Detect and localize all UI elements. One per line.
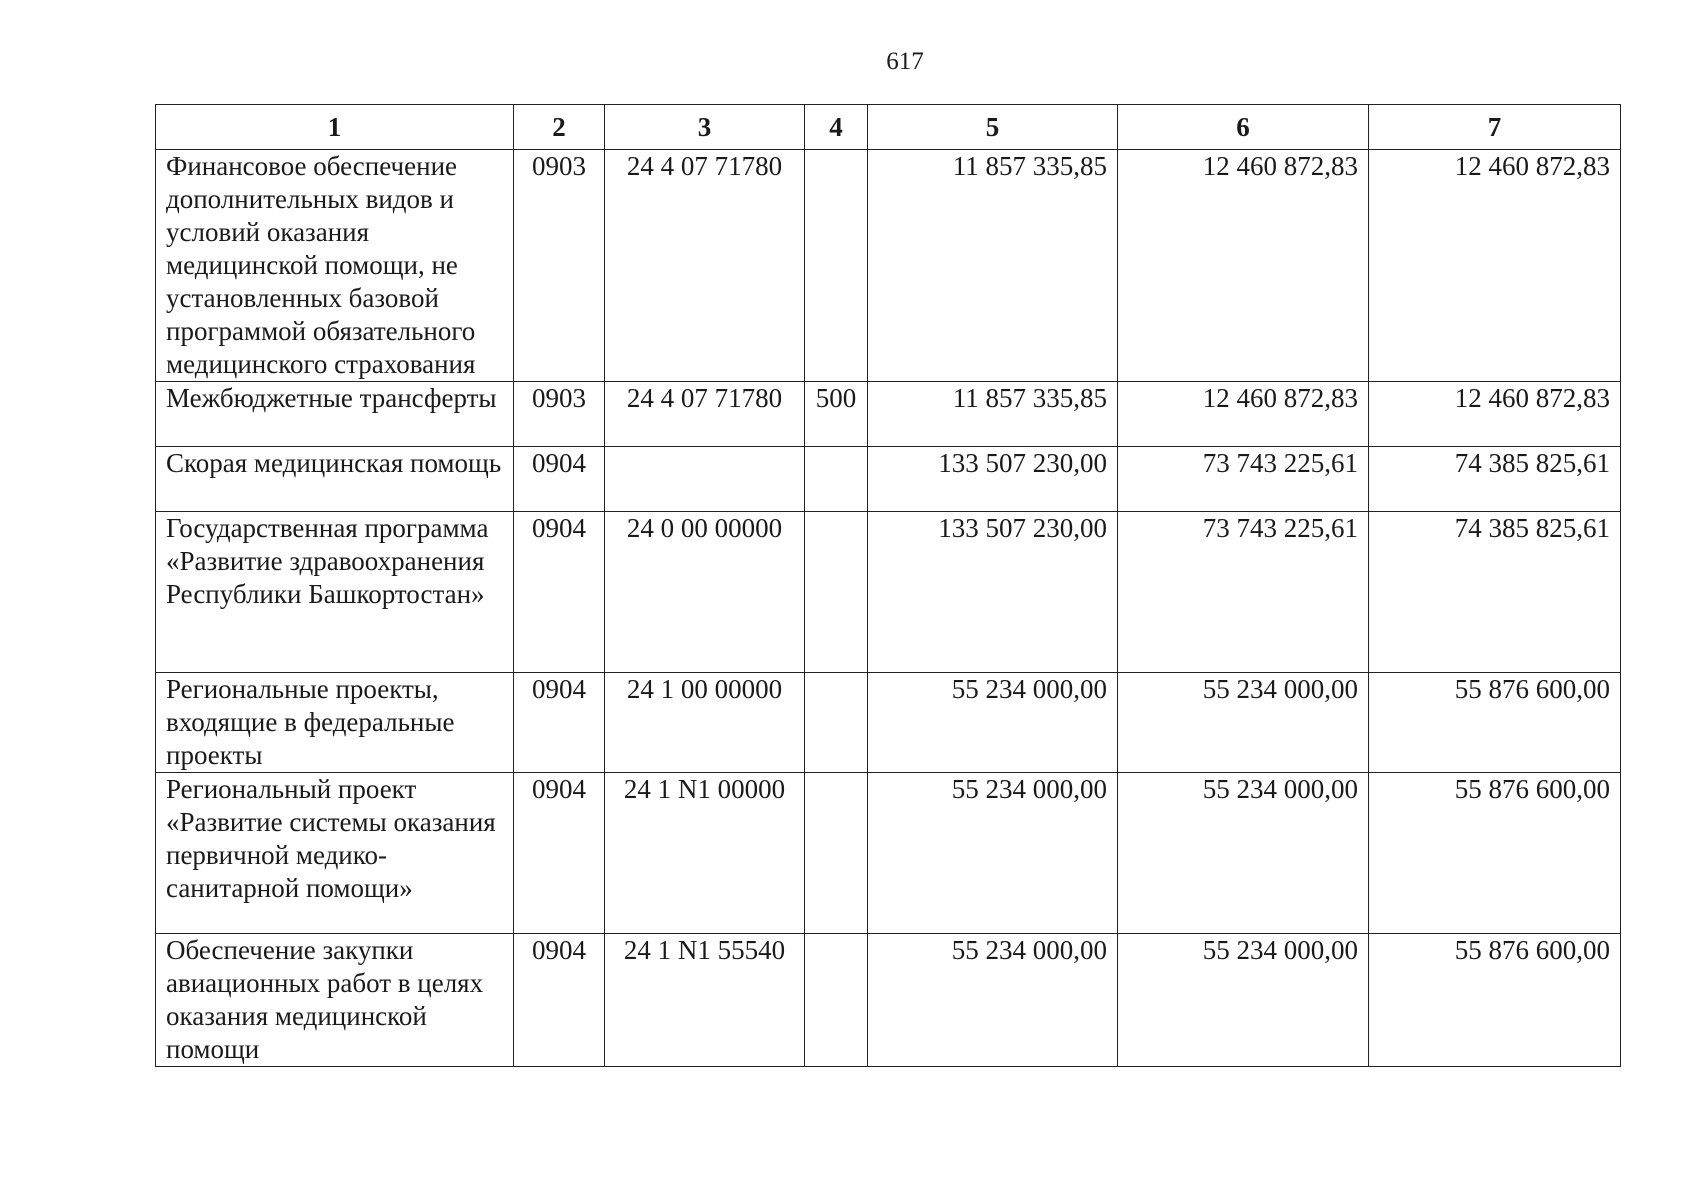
table-row [156, 382, 1621, 447]
row-name: Региональные проекты, входящие в федеральные проекты [156, 673, 514, 773]
row-value-3: 12 460 872,83 [1369, 150, 1621, 382]
row-name: Региональный проект «Развитие системы оказания первичной медико-санитарной помощи» [156, 773, 514, 934]
row-value-3: 55 876 600,00 [1369, 934, 1621, 1067]
header-col-1: 1 [156, 105, 514, 150]
row-type: 500 [805, 382, 868, 447]
row-section: 0903 [514, 150, 605, 382]
row-name: Финансовое обеспечение дополнительных видов и условий оказания медицинской помощи, не установленных базовой программой обязательного медицинского страхования [156, 150, 514, 382]
row-section: 0904 [514, 512, 605, 673]
row-value-1: 55 234 000,00 [868, 773, 1118, 934]
row-value-3: 55 876 600,00 [1369, 673, 1621, 773]
row-target: 24 1 N1 00000 [605, 773, 805, 934]
table-row [156, 512, 1621, 673]
row-value-2: 12 460 872,83 [1118, 382, 1369, 447]
row-name: Скорая медицинская помощь [156, 447, 514, 512]
row-target: 24 1 N1 55540 [605, 934, 805, 1067]
table-row [156, 934, 1621, 1067]
header-col-5: 5 [868, 105, 1118, 150]
header-col-4: 4 [805, 105, 868, 150]
row-type [805, 673, 868, 773]
row-target [605, 447, 805, 512]
table-row [156, 447, 1621, 512]
row-value-2: 73 743 225,61 [1118, 512, 1369, 673]
row-type [805, 512, 868, 673]
row-value-1: 133 507 230,00 [868, 512, 1118, 673]
header-row [156, 105, 1621, 150]
page-number: 617 [886, 48, 924, 75]
budget-table [155, 104, 1621, 1067]
row-target: 24 1 00 00000 [605, 673, 805, 773]
row-value-1: 11 857 335,85 [868, 150, 1118, 382]
row-target: 24 0 00 00000 [605, 512, 805, 673]
row-value-3: 55 876 600,00 [1369, 773, 1621, 934]
row-value-2: 12 460 872,83 [1118, 150, 1369, 382]
row-value-1: 55 234 000,00 [868, 934, 1118, 1067]
row-value-3: 12 460 872,83 [1369, 382, 1621, 447]
row-value-2: 55 234 000,00 [1118, 773, 1369, 934]
row-name: Межбюджетные трансферты [156, 382, 514, 447]
row-type [805, 773, 868, 934]
row-value-1: 133 507 230,00 [868, 447, 1118, 512]
row-section: 0903 [514, 382, 605, 447]
row-target: 24 4 07 71780 [605, 150, 805, 382]
row-value-1: 55 234 000,00 [868, 673, 1118, 773]
row-section: 0904 [514, 934, 605, 1067]
row-name: Обеспечение закупки авиационных работ в целях оказания медицинской помощи [156, 934, 514, 1067]
row-type [805, 447, 868, 512]
row-value-2: 55 234 000,00 [1118, 673, 1369, 773]
table-row [156, 773, 1621, 934]
row-section: 0904 [514, 447, 605, 512]
row-type [805, 150, 868, 382]
header-col-7: 7 [1369, 105, 1621, 150]
row-value-1: 11 857 335,85 [868, 382, 1118, 447]
row-value-2: 55 234 000,00 [1118, 934, 1369, 1067]
row-name: Государственная программа «Развитие здравоохранения Республики Башкортостан» [156, 512, 514, 673]
row-value-3: 74 385 825,61 [1369, 512, 1621, 673]
table-row [156, 150, 1621, 382]
row-target: 24 4 07 71780 [605, 382, 805, 447]
header-col-6: 6 [1118, 105, 1369, 150]
row-value-3: 74 385 825,61 [1369, 447, 1621, 512]
row-section: 0904 [514, 673, 605, 773]
header-col-3: 3 [605, 105, 805, 150]
row-type [805, 934, 868, 1067]
header-col-2: 2 [514, 105, 605, 150]
row-value-2: 73 743 225,61 [1118, 447, 1369, 512]
table-row [156, 673, 1621, 773]
row-section: 0904 [514, 773, 605, 934]
